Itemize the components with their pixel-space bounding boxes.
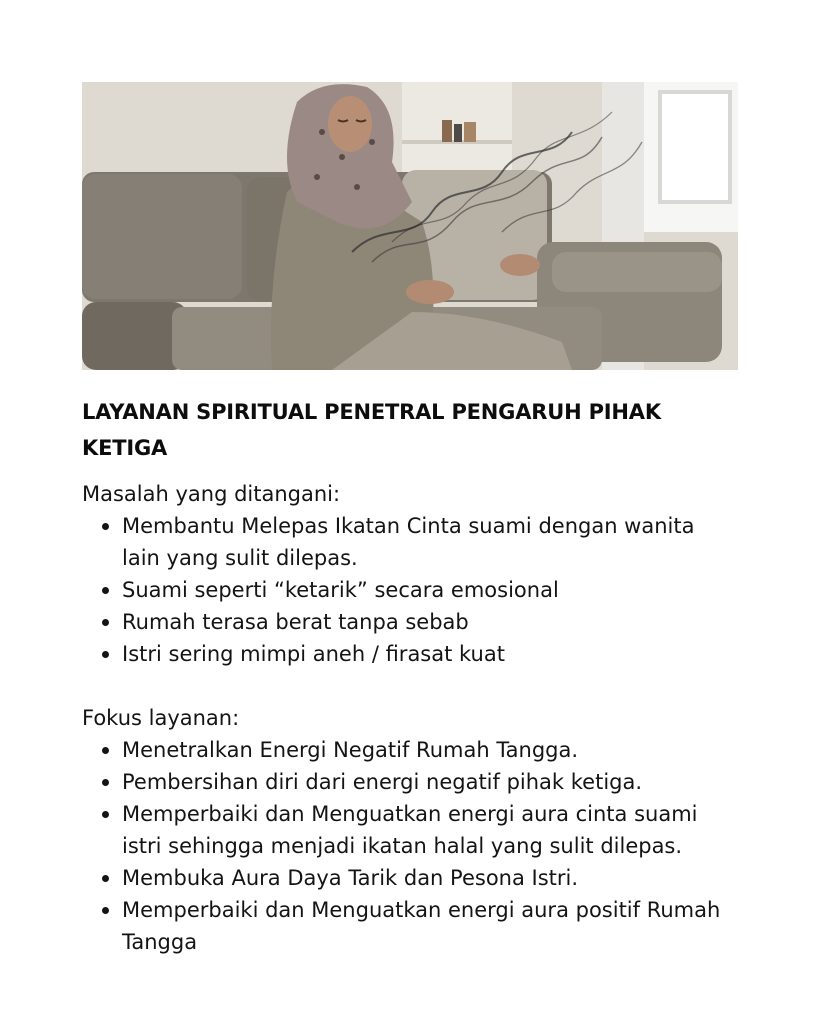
photo-woman-praying-smoke-icon — [82, 82, 738, 370]
list-item: Istri sering mimpi aneh / firasat kuat — [122, 638, 732, 670]
page-title: LAYANAN SPIRITUAL PENETRAL PENGARUH PIHAK KETIGA — [82, 400, 661, 460]
list-item: Memperbaiki dan Menguatkan energi aura positif Rumah Tangga — [122, 894, 732, 958]
focus-list — [122, 734, 732, 958]
list-item: Pembersihan diri dari energi negatif pihak ketiga. — [122, 766, 732, 798]
list-item: Suami seperti “ketarik” secara emosional — [122, 574, 732, 606]
problems-label: Masalah yang ditangani: — [82, 482, 341, 506]
list-item: Memperbaiki dan Menguatkan energi aura cinta suami istri sehingga menjadi ikatan halal yang sulit dilepas. — [122, 798, 732, 862]
problems-list — [122, 510, 732, 670]
list-item: Membantu Melepas Ikatan Cinta suami dengan wanita lain yang sulit dilepas. — [122, 510, 732, 574]
list-item: Menetralkan Energi Negatif Rumah Tangga. — [122, 734, 732, 766]
list-item: Rumah terasa berat tanpa sebab — [122, 606, 732, 638]
list-item: Membuka Aura Daya Tarik dan Pesona Istri. — [122, 862, 732, 894]
focus-label: Fokus layanan: — [82, 706, 240, 730]
hero-image — [82, 82, 738, 370]
